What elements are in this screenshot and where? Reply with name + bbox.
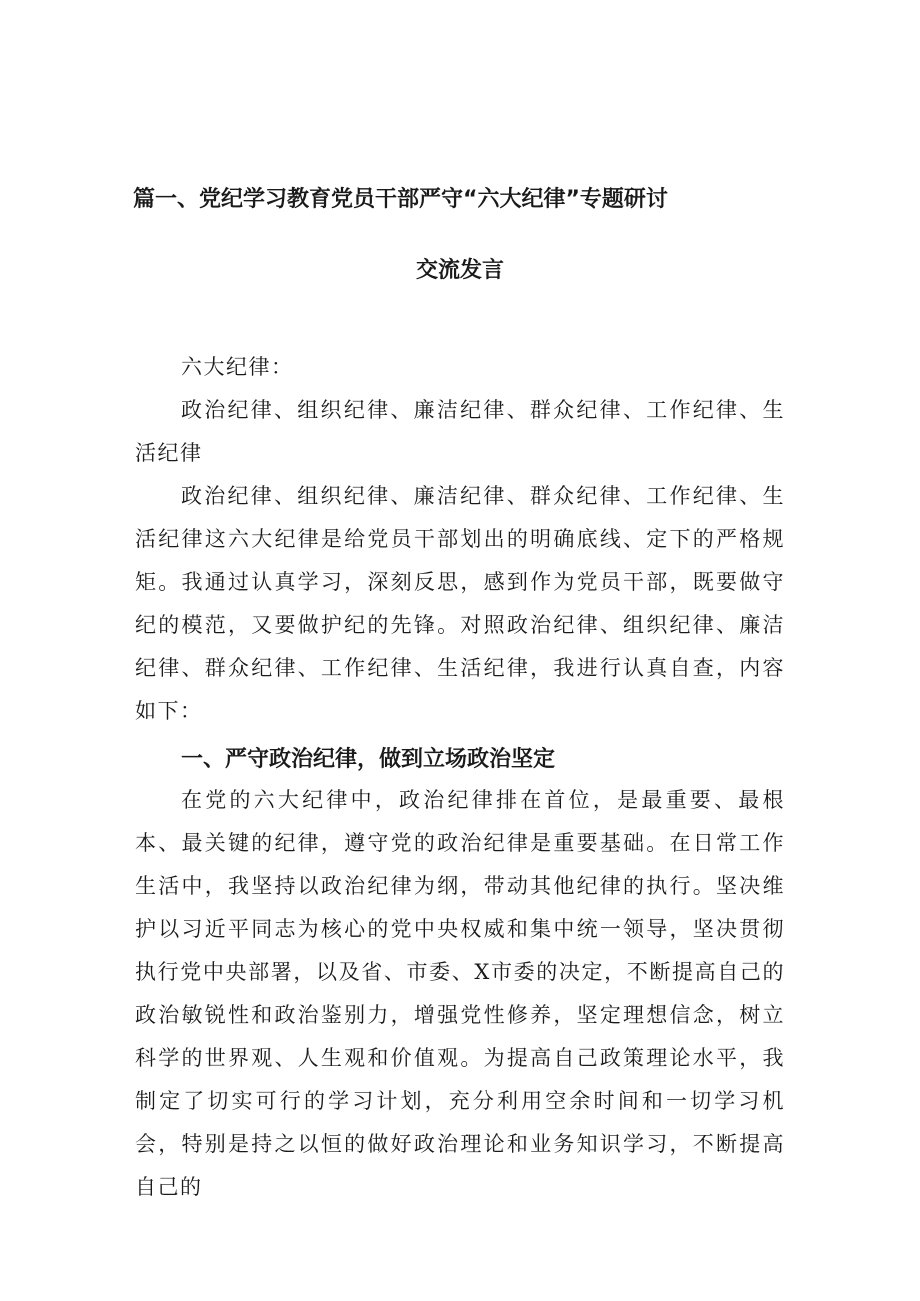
section-1-heading: 一、严守政治纪律，做到立场政治坚定	[181, 747, 556, 772]
six-disciplines-label: 六大纪律：	[181, 355, 294, 379]
section-1-paragraph: 在党的六大纪律中，政治纪律排在首位，是最重要、最根本、最关键的纪律，遵守党的政治纪律是重要基础。在日常工作生活中，我坚持以政治纪律为纲，带动其他纪律的执行。坚决维护以习近平同志为核心的党中央权威和集中统一领导，坚决贯彻执行党中央部署，以及省、市委、X市委的决定，不断提高自己的政治敏锐性和政治鉴别力，增强党性修养，坚定理想信念，树立科学的世界观、人生观和价值观。为提高自己政策理论水平，我制定了切实可行的学习计划，充分利用空余时间和一切学习机会，特别是持之以恒的做好政治理论和业务知识学习，不断提高自己的	[135, 788, 785, 1199]
document-title-line-2: 交流发言	[415, 258, 504, 283]
six-disciplines-list: 政治纪律、组织纪律、廉洁纪律、群众纪律、工作纪律、生活纪律	[135, 398, 785, 465]
document-title-line-1: 篇一、党纪学习教育党员干部严守“六大纪律”专题研讨	[133, 187, 668, 212]
intro-paragraph: 政治纪律、组织纪律、廉洁纪律、群众纪律、工作纪律、生活纪律这六大纪律是给党员干部划出的明确底线、定下的严格规矩。我通过认真学习，深刻反思，感到作为党员干部，既要做守纪的模范，又要做护纪的先锋。对照政治纪律、组织纪律、廉洁纪律、群众纪律、工作纪律、生活纪律，我进行认真自查，内容如下：	[135, 484, 785, 723]
